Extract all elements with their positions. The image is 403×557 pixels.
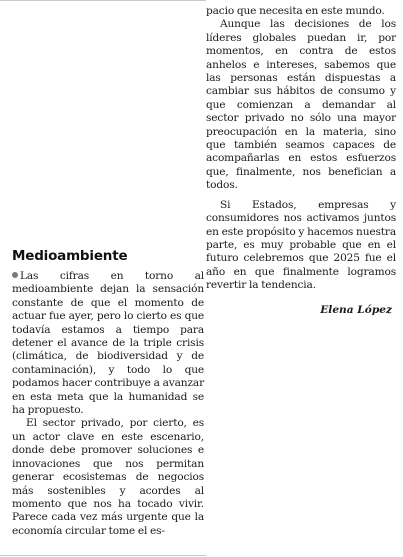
- right-paragraph-2: Aunque las decisiones de los líderes globales puedan ir, por momentos, en contra de estos anhelos e intereses, sabemos que las personas están dispuestas a cambiar sus hábitos de consumo y que comienzan a demandar al sector privado no sólo una mayor preocupación en la materia, sino que también seamos capaces de acompañarlas en estos esfuerzos que, finalmente, nos benefician a todos.: [206, 18, 396, 192]
- left-paragraph-1: [12, 270, 204, 417]
- left-paragraph-1-text: Las cifras en torno al medioambiente dejan la sensación constante de que el momento de actuar fue ayer, pero lo cierto es que todavía estamos a tiempo para detener el avance de la triple crisis (climática, de biodiversidad y de contaminación), y todo lo que podamos hacer contribuye a avanzar en esta meta que la humanidad se ha propuesto.: [12, 270, 204, 417]
- left-column: [12, 270, 204, 538]
- section-heading: Medioambiente: [12, 248, 128, 265]
- top-divider: [0, 0, 206, 1]
- left-paragraph-2: El sector privado, por cierto, es un actor clave en este escenario, donde debe promover soluciones e innovaciones que nos permitan generar ecosistemas de negocios más sostenibles y acordes al momento que nos ha tocado vivir. Parece cada vez más urgente que la economía circular tome el es-: [12, 417, 204, 537]
- author-signature: Elena López: [320, 304, 392, 316]
- bottom-divider: [0, 555, 206, 556]
- right-paragraph-3: Si Estados, empresas y consumidores nos activamos juntos en este propósito y hacemos nuestra parte, es muy probable que en el futuro celebremos que 2025 fue el año en que finalmente logramos revertir la tendencia.: [206, 198, 396, 292]
- right-paragraph-1: pacio que necesita en este mundo.: [206, 5, 385, 17]
- bullet-icon: [12, 272, 18, 278]
- right-column: [206, 5, 396, 293]
